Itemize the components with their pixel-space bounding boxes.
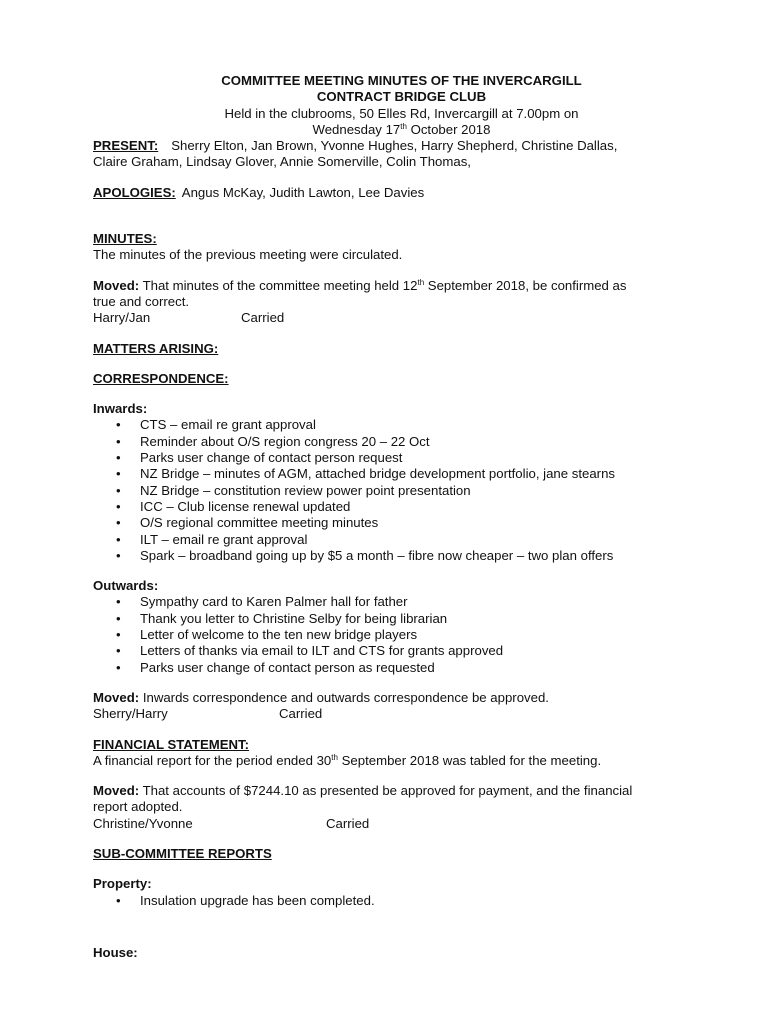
minutes-text: The minutes of the previous meeting were circulated.	[93, 247, 403, 263]
list-item	[116, 498, 710, 515]
document-title-line2: CONTRACT BRIDGE CLUB	[316, 89, 487, 105]
list-item	[116, 531, 710, 548]
list-item	[116, 659, 710, 676]
inwards-list	[93, 417, 710, 564]
bullet-icon: •	[116, 610, 121, 626]
house-label: House:	[93, 944, 138, 960]
list-item	[116, 417, 710, 433]
correspondence-moved: Moved: Inwards correspondence and outwards correspondence be approved.	[93, 689, 549, 705]
matters-arising-heading: MATTERS ARISING:	[93, 340, 219, 356]
correspondence-movers: Sherry/Harry	[93, 706, 168, 722]
bullet-icon: •	[116, 433, 121, 449]
financial-movers: Christine/Yvonne	[93, 815, 193, 831]
bullet-icon: •	[116, 482, 121, 498]
list-item	[116, 547, 710, 564]
list-item-text: Insulation upgrade has been completed.	[140, 892, 375, 908]
financial-text: A financial report for the period ended 30th September 2018 was tabled for the meeting.	[93, 752, 602, 768]
minutes-moved-cont: true and correct.	[93, 293, 190, 309]
bullet-icon: •	[116, 531, 121, 547]
list-item	[116, 450, 710, 466]
minutes-result: Carried	[241, 310, 285, 326]
apologies-label: APOLOGIES:	[93, 184, 176, 200]
financial-moved-cont: report adopted.	[93, 799, 183, 815]
property-list	[93, 893, 710, 909]
list-item	[116, 610, 710, 627]
apologies-line	[93, 185, 710, 201]
subcommittee-heading: SUB-COMMITTEE REPORTS	[93, 845, 272, 861]
list-item-text: Reminder about O/S region congress 20 – 22 Oct	[140, 433, 430, 449]
list-item-text: Parks user change of contact person request	[140, 450, 403, 466]
bullet-icon: •	[116, 643, 121, 659]
present-names-cont: Claire Graham, Lindsay Glover, Annie Somerville, Colin Thomas,	[93, 154, 471, 170]
bullet-icon: •	[116, 659, 121, 675]
list-item	[116, 515, 710, 531]
bullet-icon: •	[116, 547, 121, 563]
list-item-text: Thank you letter to Christine Selby for being librarian	[140, 610, 448, 626]
list-item-text: Letter of welcome to the ten new bridge players	[140, 627, 418, 643]
present-names: Sherry Elton, Jan Brown, Yvonne Hughes, Harry Shepherd, Christine Dallas,	[171, 138, 618, 154]
list-item-text: ICC – Club license renewal updated	[140, 498, 351, 514]
list-item	[116, 594, 710, 610]
list-item	[116, 627, 710, 643]
list-item-text: Letters of thanks via email to ILT and CTS for grants approved	[140, 643, 504, 659]
outwards-label: Outwards:	[93, 578, 159, 594]
minutes-mover-line	[93, 310, 710, 326]
present-label: PRESENT:	[93, 138, 159, 154]
bullet-icon: •	[116, 417, 121, 433]
list-item-text: O/S regional committee meeting minutes	[140, 515, 379, 531]
present-line	[93, 138, 710, 154]
list-item-text: ILT – email re grant approval	[140, 531, 308, 547]
list-item-text: NZ Bridge – constitution review power point presentation	[140, 482, 471, 498]
financial-moved: Moved: That accounts of $7244.10 as presented be approved for payment, and the financial	[93, 783, 633, 799]
bullet-icon: •	[116, 627, 121, 643]
correspondence-heading: CORRESPONDENCE:	[93, 370, 229, 386]
list-item-text: Sympathy card to Karen Palmer hall for father	[140, 594, 408, 610]
minutes-movers: Harry/Jan	[93, 310, 151, 326]
list-item-text: Parks user change of contact person as requested	[140, 659, 435, 675]
list-item-text: Spark – broadband going up by $5 a month – fibre now cheaper – two plan offers	[140, 547, 614, 563]
bullet-icon: •	[116, 594, 121, 610]
list-item-text: NZ Bridge – minutes of AGM, attached bridge development portfolio, jane stearns	[140, 466, 616, 482]
apologies-names: Angus McKay, Judith Lawton, Lee Davies	[181, 184, 425, 200]
list-item	[116, 466, 710, 482]
meeting-date: Wednesday 17th October 2018	[312, 121, 491, 137]
inwards-label: Inwards:	[93, 401, 148, 417]
document-title-line1: COMMITTEE MEETING MINUTES OF THE INVERCARGILL	[221, 73, 582, 88]
list-item	[116, 892, 710, 909]
list-item-text: CTS – email re grant approval	[140, 417, 316, 433]
bullet-icon: •	[116, 466, 121, 482]
financial-mover-line	[93, 816, 710, 832]
bullet-icon: •	[116, 892, 121, 908]
list-item	[116, 482, 710, 499]
meeting-location: Held in the clubrooms, 50 Elles Rd, Invercargill at 7.00pm on	[224, 105, 579, 121]
property-label: Property:	[93, 876, 152, 892]
list-item	[116, 643, 710, 659]
bullet-icon: •	[116, 515, 121, 531]
list-item	[116, 433, 710, 450]
correspondence-mover-line	[93, 706, 710, 722]
correspondence-result: Carried	[279, 706, 323, 722]
bullet-icon: •	[116, 450, 121, 466]
financial-result: Carried	[326, 815, 370, 831]
bullet-icon: •	[116, 498, 121, 514]
outwards-list	[93, 594, 710, 675]
minutes-heading: MINUTES:	[93, 231, 157, 247]
financial-heading: FINANCIAL STATEMENT:	[93, 736, 250, 752]
minutes-moved: Moved: That minutes of the committee meeting held 12th September 2018, be confirmed as	[93, 277, 627, 293]
